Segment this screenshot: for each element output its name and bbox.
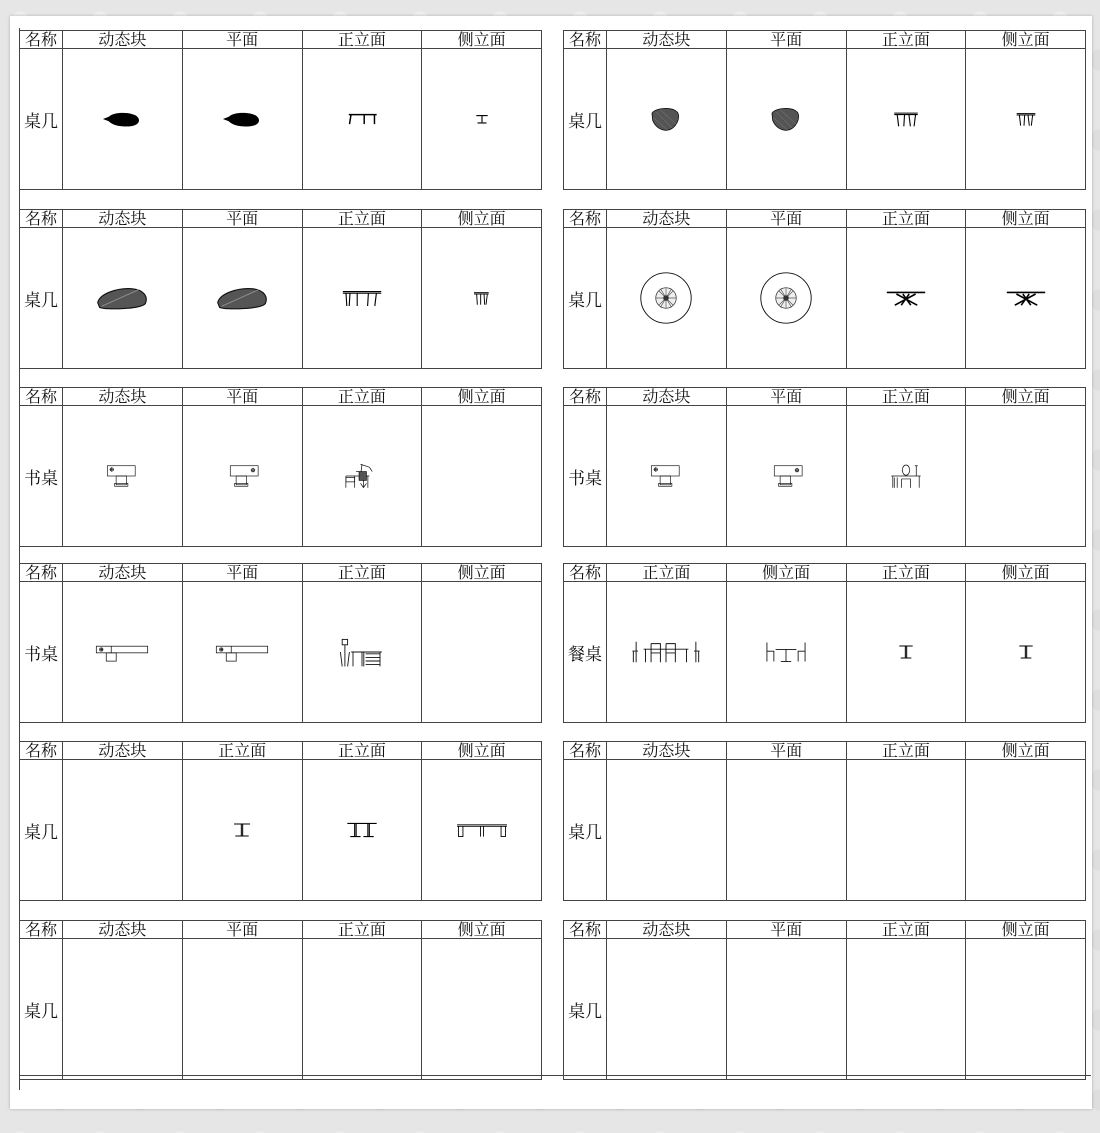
stone-table-plan-icon: [214, 284, 270, 312]
preview-cell[interactable]: [846, 406, 966, 547]
column-header: 名称: [564, 31, 607, 49]
bench-table-elev-icon: [446, 819, 518, 841]
column-header: 侧立面: [966, 742, 1086, 760]
preview-cell[interactable]: [607, 582, 727, 723]
tripod-table-front-icon: [884, 107, 928, 131]
preview-cell: [607, 760, 727, 901]
dining-set-side-icon: [760, 638, 812, 666]
long-table-side-icon: [462, 286, 502, 310]
preview-cell[interactable]: [607, 406, 727, 547]
block-table: [19, 920, 542, 1080]
block-table: [563, 920, 1086, 1080]
desk-lamp-elev-icon: [340, 458, 384, 494]
desk-shelf-elev-icon: [334, 634, 390, 670]
block-table: [19, 741, 542, 901]
column-header: 正立面: [846, 921, 966, 939]
column-header: 侧立面: [966, 210, 1086, 228]
preview-cell: [182, 939, 302, 1080]
column-header: 动态块: [63, 31, 183, 49]
column-header: 动态块: [63, 921, 183, 939]
long-desk-plan-icon: [213, 639, 271, 665]
preview-cell: [966, 760, 1086, 901]
block-name: 书桌: [564, 406, 607, 547]
block-table: [563, 563, 1086, 723]
block-name: 书桌: [20, 582, 63, 723]
column-header: 正立面: [302, 742, 422, 760]
long-table-front-icon: [335, 286, 389, 310]
preview-cell[interactable]: [422, 760, 542, 901]
block-table: [19, 209, 542, 369]
column-header: 名称: [564, 564, 607, 582]
column-header: 正立面: [846, 388, 966, 406]
column-header: 平面: [726, 388, 846, 406]
preview-cell[interactable]: [182, 406, 302, 547]
column-header: 名称: [20, 742, 63, 760]
column-header: 名称: [20, 31, 63, 49]
column-header: 正立面: [302, 210, 422, 228]
column-header: 正立面: [846, 210, 966, 228]
preview-cell[interactable]: [302, 49, 422, 190]
preview-cell[interactable]: [846, 49, 966, 190]
preview-cell: [966, 939, 1086, 1080]
round-table-plan-icon: [758, 270, 814, 326]
column-header: 名称: [20, 564, 63, 582]
column-header: 侧立面: [966, 921, 1086, 939]
preview-cell[interactable]: [302, 582, 422, 723]
block-table: [563, 209, 1086, 369]
block-table: [563, 741, 1086, 901]
block-name: 书桌: [20, 406, 63, 547]
column-header: 平面: [182, 31, 302, 49]
tripod-table-side-icon: [1006, 107, 1046, 131]
desk-chair-dyn-icon: [644, 460, 688, 492]
column-header: 平面: [182, 388, 302, 406]
column-header: 动态块: [63, 742, 183, 760]
column-header: 动态块: [607, 742, 727, 760]
round-table-dyn-icon: [638, 270, 694, 326]
column-header: 平面: [182, 210, 302, 228]
column-header: 正立面: [846, 31, 966, 49]
preview-cell[interactable]: [422, 228, 542, 369]
preview-cell[interactable]: [966, 228, 1086, 369]
double-pedestal-elev-icon: [337, 819, 387, 841]
preview-cell: [726, 760, 846, 901]
desk-chair-dyn-icon: [100, 460, 144, 492]
preview-cell[interactable]: [846, 228, 966, 369]
pedestal-table-front-icon: [886, 641, 926, 663]
block-table: [19, 563, 542, 723]
pebble-table-dyn-icon: [645, 102, 687, 136]
preview-cell[interactable]: [726, 49, 846, 190]
preview-cell[interactable]: [302, 406, 422, 547]
preview-cell[interactable]: [302, 760, 422, 901]
preview-cell: [422, 582, 542, 723]
preview-cell[interactable]: [63, 406, 183, 547]
column-header: 侧立面: [966, 564, 1086, 582]
column-header: 名称: [564, 742, 607, 760]
column-header: 动态块: [63, 564, 183, 582]
column-header: 名称: [20, 921, 63, 939]
preview-cell: [422, 406, 542, 547]
column-header: 动态块: [607, 210, 727, 228]
preview-cell[interactable]: [607, 49, 727, 190]
column-header: 侧立面: [422, 31, 542, 49]
block-name: 桌几: [564, 760, 607, 901]
column-header: 正立面: [302, 921, 422, 939]
column-header: 正立面: [846, 564, 966, 582]
dining-set-front-icon: [628, 638, 704, 666]
preview-cell: [726, 939, 846, 1080]
column-header: 正立面: [302, 31, 422, 49]
preview-cell: [846, 939, 966, 1080]
block-name: 桌几: [564, 49, 607, 190]
preview-cell[interactable]: [726, 582, 846, 723]
column-header: 名称: [564, 921, 607, 939]
preview-cell[interactable]: [182, 228, 302, 369]
preview-cell[interactable]: [63, 49, 183, 190]
column-header: 动态块: [63, 210, 183, 228]
dresser-elev-icon: [884, 458, 928, 494]
column-header: 正立面: [302, 564, 422, 582]
column-header: 动态块: [607, 31, 727, 49]
preview-cell[interactable]: [422, 49, 542, 190]
column-header: 动态块: [607, 388, 727, 406]
preview-cell[interactable]: [182, 582, 302, 723]
column-header: 平面: [182, 564, 302, 582]
column-header: 平面: [726, 921, 846, 939]
column-header: 动态块: [607, 921, 727, 939]
preview-cell: [607, 939, 727, 1080]
column-header: 侧立面: [726, 564, 846, 582]
preview-cell[interactable]: [182, 760, 302, 901]
preview-cell[interactable]: [63, 228, 183, 369]
preview-cell[interactable]: [302, 228, 422, 369]
table-front-elev-icon: [339, 108, 385, 130]
block-name: 桌几: [20, 939, 63, 1080]
desk-chair-plan-icon: [220, 460, 264, 492]
x-base-table-front-icon: [880, 286, 932, 310]
column-header: 平面: [726, 742, 846, 760]
column-header: 名称: [20, 210, 63, 228]
preview-cell: [63, 760, 183, 901]
block-table: [563, 30, 1086, 190]
desk-chair-plan-icon: [764, 460, 808, 492]
preview-cell: [422, 939, 542, 1080]
block-table: [563, 387, 1086, 547]
column-header: 名称: [20, 388, 63, 406]
column-header: 侧立面: [966, 388, 1086, 406]
block-name: 桌几: [20, 228, 63, 369]
table-side-elev-icon: [465, 108, 499, 130]
preview-cell: [63, 939, 183, 1080]
pebble-table-plan-icon: [765, 102, 807, 136]
column-header: 侧立面: [422, 921, 542, 939]
preview-cell[interactable]: [63, 582, 183, 723]
x-base-table-side-icon: [1000, 286, 1052, 310]
pedestal-table-elev-icon: [222, 819, 262, 841]
preview-cell: [966, 406, 1086, 547]
column-header: 名称: [564, 388, 607, 406]
block-name: 桌几: [564, 228, 607, 369]
block-name: 桌几: [20, 760, 63, 901]
pedestal-table-side-icon: [1006, 641, 1046, 663]
column-header: 侧立面: [966, 31, 1086, 49]
column-header: 侧立面: [422, 210, 542, 228]
preview-cell[interactable]: [607, 228, 727, 369]
preview-cell[interactable]: [726, 406, 846, 547]
preview-cell: [302, 939, 422, 1080]
column-header: 正立面: [302, 388, 422, 406]
preview-cell[interactable]: [726, 228, 846, 369]
preview-cell[interactable]: [846, 582, 966, 723]
preview-cell[interactable]: [966, 49, 1086, 190]
preview-cell[interactable]: [966, 582, 1086, 723]
long-desk-dyn-icon: [93, 639, 151, 665]
block-name: 餐桌: [564, 582, 607, 723]
column-header: 正立面: [607, 564, 727, 582]
column-header: 正立面: [846, 742, 966, 760]
oval-table-plan-icon: [220, 108, 264, 130]
stone-table-dyn-icon: [94, 284, 150, 312]
column-header: 平面: [726, 31, 846, 49]
block-table: [19, 30, 542, 190]
preview-cell: [846, 760, 966, 901]
block-name: 桌几: [20, 49, 63, 190]
column-header: 平面: [726, 210, 846, 228]
column-header: 平面: [182, 921, 302, 939]
column-header: 侧立面: [422, 742, 542, 760]
column-header: 名称: [564, 210, 607, 228]
column-header: 侧立面: [422, 388, 542, 406]
block-name: 桌几: [564, 939, 607, 1080]
column-header: 动态块: [63, 388, 183, 406]
preview-cell[interactable]: [182, 49, 302, 190]
block-table: [19, 387, 542, 547]
oval-table-dyn-icon: [100, 108, 144, 130]
column-header: 侧立面: [422, 564, 542, 582]
column-header: 正立面: [182, 742, 302, 760]
